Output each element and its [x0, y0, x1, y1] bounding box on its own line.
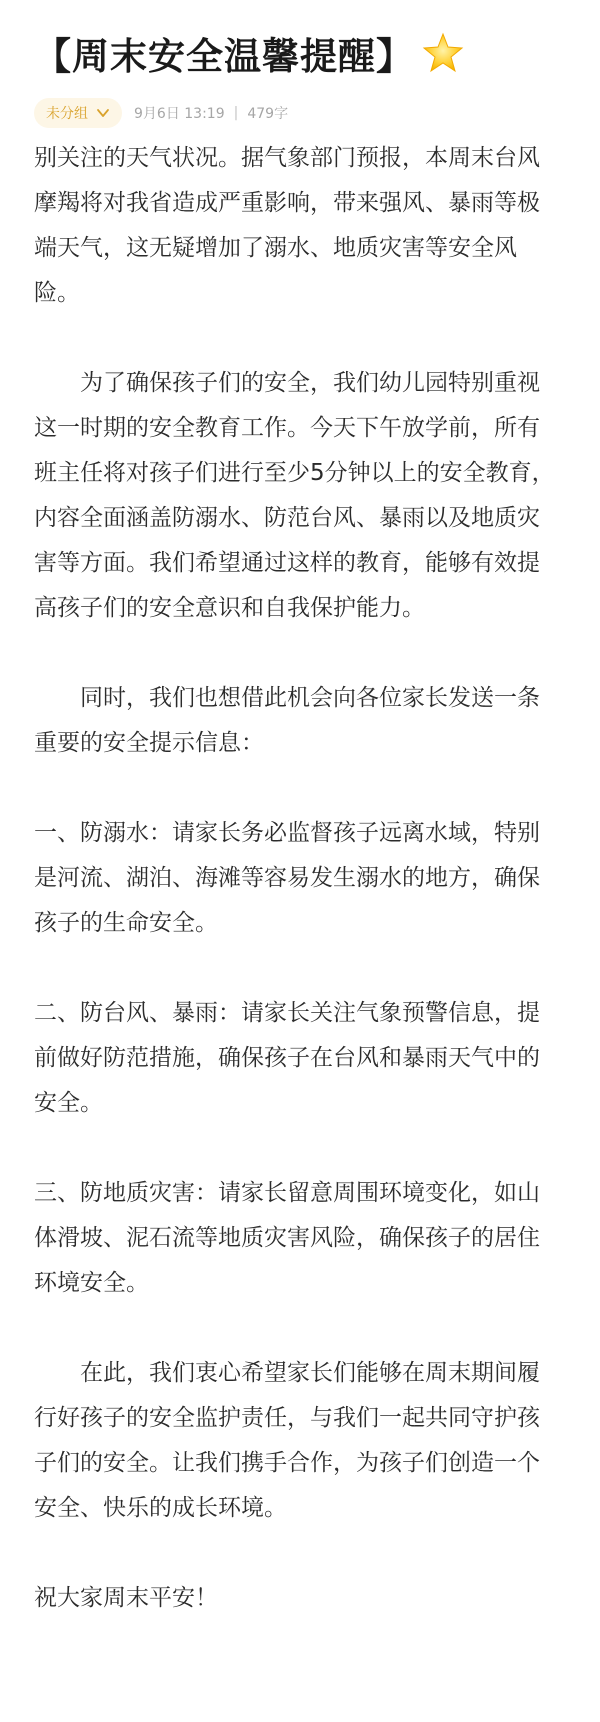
note-title: 【周末安全温馨提醒】: [34, 35, 414, 78]
paragraph-gap: [34, 766, 562, 811]
title-row: [34, 0, 562, 100]
paragraph-closing: 在此，我们衷心希望家长们能够在周末期间履行好孩子的安全监护责任，与我们一起共同守护孩子们的安全。让我们携手合作，为孩子们创造一个安全、快乐的成长环境。: [34, 1360, 540, 1521]
note-meta: [34, 96, 562, 130]
note-date: 9月6日 13:19: [134, 106, 225, 122]
word-count: 479字: [247, 106, 289, 122]
paragraph-notice-intro: 同时，我们也想借此机会向各位家长发送一条重要的安全提示信息：: [34, 685, 540, 756]
paragraph-weather: 别关注的天气状况。据气象部门预报，本周末台风摩羯将对我省造成严重影响，带来强风、暴雨等极端天气，这无疑增加了溺水、地质灾害等安全风险。: [34, 145, 540, 306]
paragraph-geology: 三、防地质灾害：请家长留意周围环境变化，如山体滑坡、泥石流等地质灾害风险，确保孩子的居住环境安全。: [34, 1180, 540, 1296]
chevron-down-icon: [96, 106, 110, 120]
paragraph-wishes: 祝大家周末平安！: [34, 1585, 218, 1611]
paragraph-education: 为了确保孩子们的安全，我们幼儿园特别重视这一时期的安全教育工作。今天下午放学前，所有班主任将对孩子们进行至少5分钟以上的安全教育，内容全面涵盖防溺水、防范台风、暴雨以及地质灾害等方面。我们希望通过这样的教育，能够有效提高孩子们的安全意识和自我保护能力。: [34, 370, 555, 621]
paragraph-gap: [34, 316, 562, 361]
paragraph-drowning: 一、防溺水：请家长务必监督孩子远离水域，特别是河流、湖泊、海滩等容易发生溺水的地方，确保孩子的生命安全。: [34, 820, 540, 936]
group-selector[interactable]: [34, 98, 122, 128]
paragraph-gap: [34, 631, 562, 676]
note-body[interactable]: [34, 136, 562, 1621]
star-icon: [422, 32, 464, 74]
paragraph-gap: [34, 1306, 562, 1351]
paragraph-typhoon: 二、防台风、暴雨：请家长关注气象预警信息，提前做好防范措施，确保孩子在台风和暴雨天气中的安全。: [34, 1000, 540, 1116]
paragraph-gap: [34, 1126, 562, 1171]
meta-separator: |: [233, 105, 239, 121]
group-label: 未分组: [46, 106, 88, 122]
paragraph-gap: [34, 1531, 562, 1576]
paragraph-gap: [34, 946, 562, 991]
